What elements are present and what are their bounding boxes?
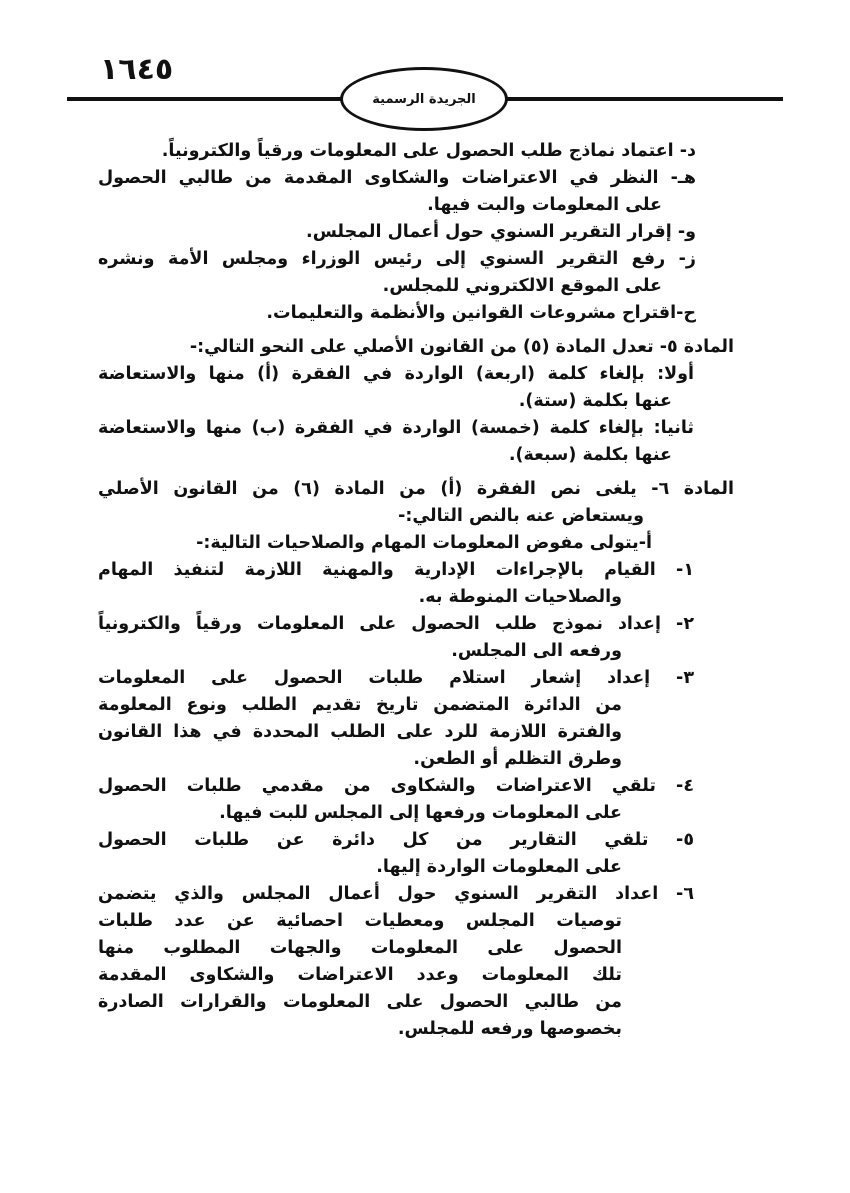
- text-line: توصيات المجلس ومعطيات احصائية عن عدد طلبات: [98, 911, 622, 931]
- text-line: ٢- إعداد نموذج طلب الحصول على المعلومات ورقياً والكترونياً: [98, 614, 694, 634]
- list-top: [98, 138, 734, 327]
- article-6-intro: أ-يتولى مفوض المعلومات المهام والصلاحيات التالية:-: [196, 533, 652, 553]
- text-line: ح-اقتراح مشروعات القوانين والأنظمة والتعليمات.: [266, 303, 696, 323]
- article-6-item-5: [98, 827, 734, 881]
- text-line: ورفعه الى المجلس.: [451, 641, 622, 661]
- article-5: [98, 334, 734, 469]
- header-rule-right: [505, 97, 783, 101]
- text-line: و- إقرار التقرير السنوي حول أعمال المجلس.: [306, 222, 696, 242]
- text-line: على الموقع الالكتروني للمجلس.: [382, 276, 662, 296]
- text-line: ثانيا: بإلغاء كلمة (خمسة) الواردة في الفقرة (ب) منها والاستعاضة: [98, 418, 694, 438]
- text-line: بخصوصها ورفعه للمجلس.: [397, 1019, 622, 1039]
- article-6-item-1: [98, 557, 734, 611]
- text-line: ٣- إعداد إشعار استلام طلبات الحصول على المعلومات: [98, 668, 694, 688]
- text-line: من الدائرة المتضمن تاريخ تقديم الطلب ونوع المعلومة: [98, 695, 622, 715]
- list-item-z: [98, 246, 734, 300]
- text-line: على المعلومات الواردة إليها.: [376, 857, 622, 877]
- text-line: عنها بكلمة (سبعة).: [508, 445, 672, 465]
- text-line: والصلاحيات المنوطة به.: [418, 587, 622, 607]
- list-item-ha: [98, 300, 734, 327]
- text-line: الحصول على المعلومات والجهات المطلوب منها: [98, 938, 622, 958]
- list-item-h: [98, 165, 734, 219]
- text-line: ز- رفع التقرير السنوي إلى رئيس الوزراء ومجلس الأمة ونشره: [98, 249, 696, 269]
- article-6-item-4: [98, 773, 734, 827]
- page-number: ١٦٤٥: [100, 52, 174, 87]
- text-line: من طالبي الحصول على المعلومات والقرارات الصادرة: [98, 992, 622, 1012]
- text-line: عنها بكلمة (ستة).: [518, 391, 672, 411]
- gazette-title: الجريدة الرسمية: [372, 91, 476, 107]
- text-line: ٦- اعداد التقرير السنوي حول أعمال المجلس والذي يتضمن: [98, 884, 694, 904]
- article-5-heading: المادة ٥- تعدل المادة (٥) من القانون الأصلي على النحو التالي:-: [189, 337, 734, 357]
- article-6-item-3: [98, 665, 734, 773]
- article-6-item-2: [98, 611, 734, 665]
- document-body: [98, 138, 734, 1043]
- gazette-title-oval: [340, 67, 508, 131]
- text-line: والفترة اللازمة للرد على الطلب المحددة في هذا القانون: [98, 722, 622, 742]
- text-line: ١- القيام بالإجراءات الإدارية والمهنية اللازمة لتنفيذ المهام: [98, 560, 694, 580]
- text-line: ويستعاض عنه بالنص التالي:-: [398, 506, 644, 526]
- text-line: على المعلومات والبت فيها.: [427, 195, 662, 215]
- text-line: تلك المعلومات وعدد الاعتراضات والشكاوى المقدمة: [98, 965, 622, 985]
- text-line: د- اعتماد نماذج طلب الحصول على المعلومات ورقياً والكترونياً.: [161, 141, 696, 161]
- text-line: ٤- تلقي الاعتراضات والشكاوى من مقدمي طلبات الحصول: [98, 776, 694, 796]
- article-6: [98, 476, 734, 1043]
- text-line: هـ- النظر في الاعتراضات والشكاوى المقدمة من طالبي الحصول: [98, 168, 696, 188]
- text-line: أولا: بإلغاء كلمة (اربعة) الواردة في الفقرة (أ) منها والاستعاضة: [98, 364, 694, 384]
- list-item-d: [98, 138, 734, 165]
- text-line: ٥- تلقي التقارير من كل دائرة عن طلبات الحصول: [98, 830, 694, 850]
- text-line: وطرق التظلم أو الطعن.: [413, 749, 622, 769]
- article-6-heading: المادة ٦- يلغى نص الفقرة (أ) من المادة (٦) من القانون الأصلي: [98, 479, 734, 499]
- list-item-w: [98, 219, 734, 246]
- header-rule-left: [67, 97, 343, 101]
- text-line: على المعلومات ورفعها إلى المجلس للبت فيها.: [219, 803, 622, 823]
- article-6-item-6: [98, 881, 734, 1043]
